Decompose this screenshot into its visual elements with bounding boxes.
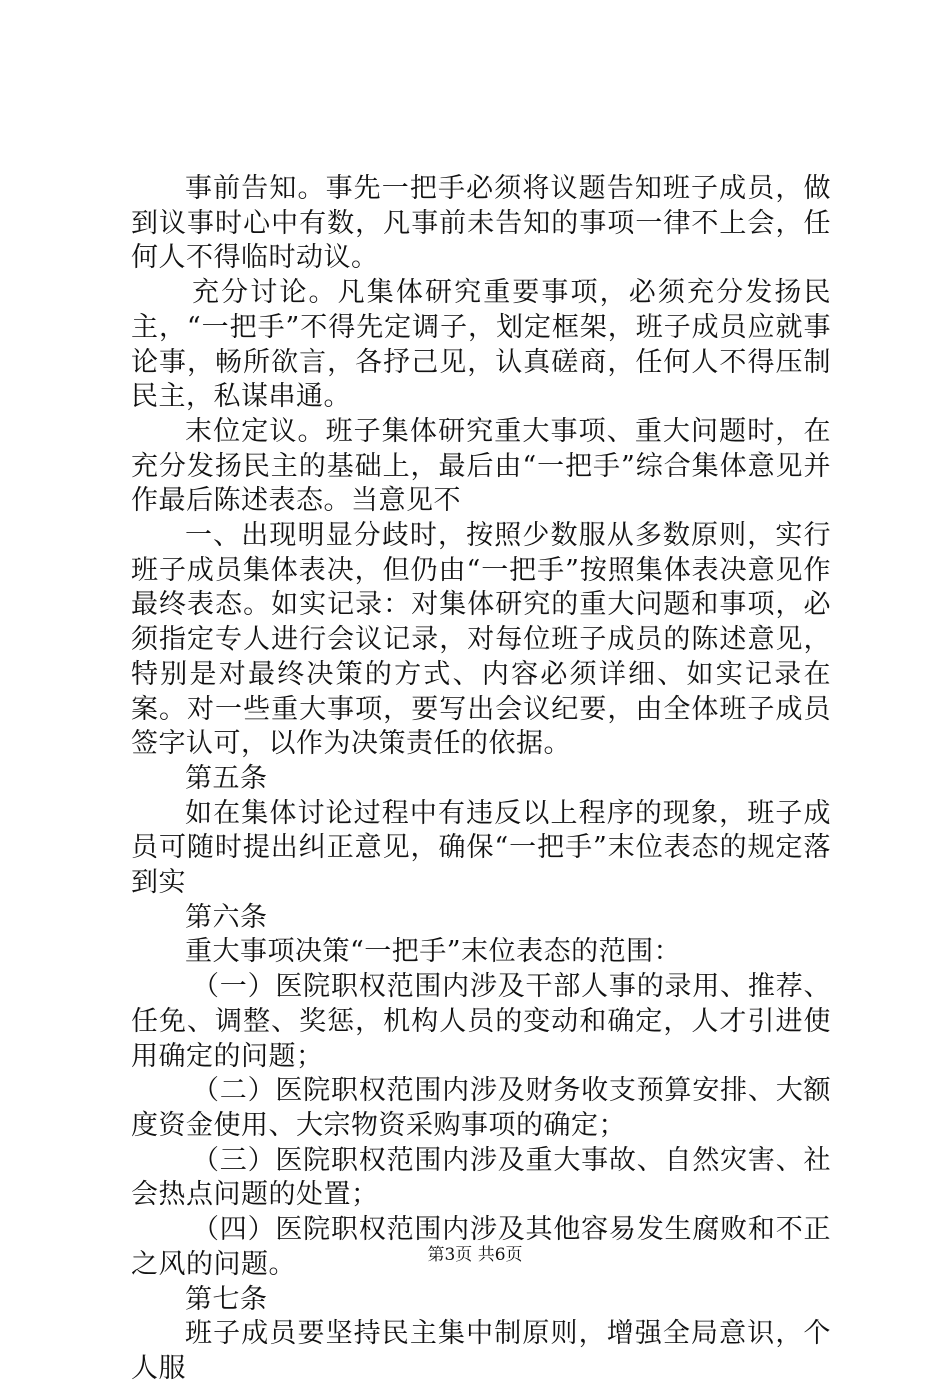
paragraph-last-position: 末位定议。班子集体研究重大事项、重大问题时，在充分发扬民主的基础上，最后由“一把手”综合集体意见并作最后陈述表态。当意见不 [131,415,831,517]
document-body [131,172,831,1387]
article-heading-5: 第五条 [185,762,268,794]
page-footer: 第3页 共6页 [427,1245,523,1265]
paragraph-democratic-centralism: 班子成员要坚持民主集中制原则，增强全局意识，个人服 [131,1318,831,1384]
paragraph-disagreement-record: 一、出现明显分歧时，按照少数服从多数原则，实行班子成员集体表决，但仍由“一把手”按照集体表决意见作最终表态。如实记录：对集体研究的重大问题和事项，必须指定专人进行会议记录，对每位班子成员的陈述意见，特别是对最终决策的方式、内容必须详细、如实记录在案。对一些重大事项，要写出会议纪要，由全体班子成员签字认可，以作为决策责任的依据。 [131,520,831,760]
article-heading-7: 第七条 [185,1283,268,1315]
list-item-corruption: （四）医院职权范围内涉及其他容易发生腐败和不正之风的问题。 [131,1214,831,1280]
paragraph-correction: 如在集体讨论过程中有违反以上程序的现象，班子成员可随时提出纠正意见，确保“一把手”末位表态的规定落到实 [131,797,831,899]
paragraph-full-discussion: 充分讨论。凡集体研究重要事项，必须充分发扬民主，“一把手”不得先定调子，划定框架，班子成员应就事论事，畅所欲言，各抒己见，认真磋商，任何人不得压制民主，私谋串通。 [131,277,831,413]
paragraph-prior-notice: 事前告知。事先一把手必须将议题告知班子成员，做到议事时心中有数，凡事前未告知的事项一律不上会，任何人不得临时动议。 [131,173,831,274]
list-item-emergencies: （三）医院职权范围内涉及重大事故、自然灾害、社会热点问题的处置； [131,1144,831,1211]
list-item-personnel: （一）医院职权范围内涉及干部人事的录用、推荐、任免、调整、奖惩，机构人员的变动和确定，人才引进使用确定的问题； [131,971,831,1072]
paragraph-scope-intro: 重大事项决策“一把手”末位表态的范围： [185,936,682,968]
list-item-finance: （二）医院职权范围内涉及财务收支预算安排、大额度资金使用、大宗物资采购事项的确定； [131,1075,831,1141]
article-heading-6: 第六条 [185,901,268,933]
